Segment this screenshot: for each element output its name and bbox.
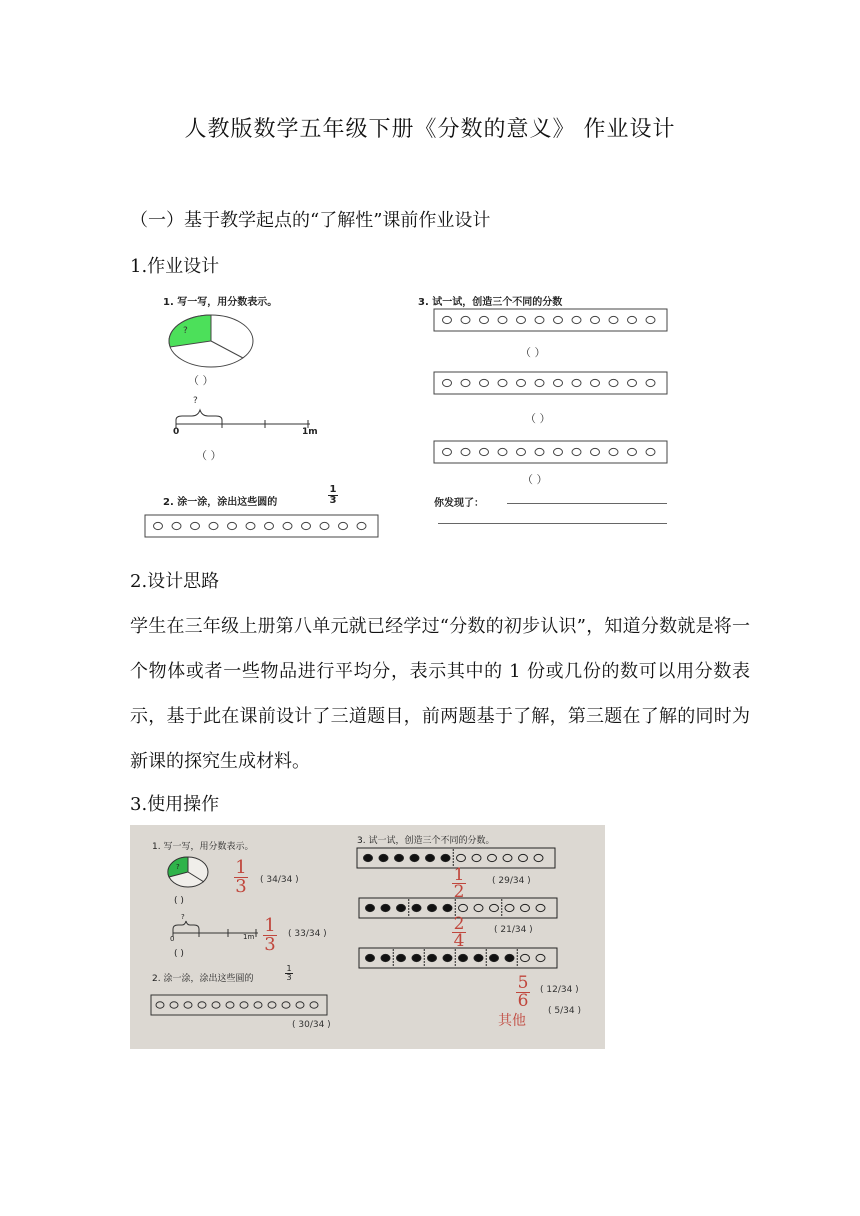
empty-circle: [535, 448, 544, 455]
empty-circle: [480, 448, 489, 455]
fraction-numerator: 1: [264, 915, 276, 936]
photo-paren-a: ( ): [174, 896, 184, 906]
fraction-denominator: 4: [453, 931, 465, 951]
ws-paren-5: （ ）: [522, 473, 548, 486]
empty-circle: [488, 854, 497, 861]
empty-circle: [591, 379, 600, 386]
empty-circle: [209, 522, 218, 529]
photo-count-4: ( 29/34 ): [492, 876, 531, 886]
empty-circle: [591, 316, 600, 323]
empty-circle: [240, 1002, 248, 1008]
photo-circle-row-q2: [150, 994, 328, 1016]
empty-circle: [646, 448, 655, 455]
ws-q2-text: 2. 涂一涂，涂出这些圆的: [163, 497, 278, 508]
filled-circle: [397, 904, 406, 911]
circle-row-2: [433, 371, 668, 395]
empty-circle: [490, 904, 499, 911]
empty-circle: [591, 448, 600, 455]
photo-q1: 1. 写一写，用分数表示。: [152, 842, 254, 852]
empty-circle: [517, 316, 526, 323]
filled-circle: [428, 904, 437, 911]
empty-circle: [472, 854, 481, 861]
row-frame: [434, 309, 667, 331]
empty-circle: [459, 904, 468, 911]
empty-circle: [609, 448, 618, 455]
empty-circle: [283, 522, 292, 529]
line-end-label: 1m: [302, 427, 318, 437]
empty-circle: [443, 316, 452, 323]
filled-circle: [397, 954, 406, 961]
filled-circle: [505, 954, 514, 961]
empty-circle: [535, 379, 544, 386]
empty-circle: [498, 379, 507, 386]
photo-circle-row-3: [358, 947, 558, 969]
photo-pie-question: ?: [176, 863, 180, 871]
empty-circle: [154, 522, 163, 529]
empty-circle: [572, 448, 581, 455]
subheading-usage: 3.使用操作: [130, 794, 220, 815]
filled-circle: [443, 904, 452, 911]
line-question-mark: ?: [193, 396, 198, 406]
ws-found-label: 你发现了：: [434, 498, 484, 509]
row-frame: [151, 995, 327, 1015]
photo-line-question: ?: [181, 913, 185, 921]
ws-q3-text: 3. 试一试，创造三个不同的分数: [418, 297, 563, 308]
filled-circle: [364, 854, 373, 861]
filled-circle: [490, 954, 499, 961]
empty-circle: [535, 316, 544, 323]
fraction-denominator: 3: [264, 934, 276, 955]
photo-q3: 3. 试一试，创造三个不同的分数。: [357, 836, 495, 846]
fraction-numerator: 5: [517, 973, 529, 993]
filled-circle: [426, 854, 435, 861]
photo-pie: [166, 855, 210, 889]
fraction-numerator: 1: [235, 857, 247, 878]
photo-count-2: ( 33/34 ): [288, 929, 327, 939]
empty-circle: [609, 316, 618, 323]
photo-answer-b3: [516, 975, 530, 1010]
empty-circle: [534, 854, 543, 861]
empty-circle: [628, 448, 637, 455]
photo-line-end: 1m: [243, 933, 255, 941]
fraction-numerator: 1: [329, 484, 337, 495]
empty-circle: [184, 1002, 192, 1008]
empty-circle: [498, 316, 507, 323]
empty-circle: [474, 904, 483, 911]
empty-circle: [461, 316, 470, 323]
empty-circle: [572, 316, 581, 323]
empty-circle: [443, 448, 452, 455]
photo-line-zero: 0: [170, 935, 175, 943]
row-frame: [434, 441, 667, 463]
empty-circle: [554, 379, 563, 386]
empty-circle: [646, 379, 655, 386]
empty-circle: [268, 1002, 276, 1008]
empty-circle: [357, 522, 366, 529]
filled-circle: [381, 954, 390, 961]
empty-circle: [156, 1002, 164, 1008]
fraction-numerator: 1: [453, 865, 465, 885]
filled-circle: [474, 954, 483, 961]
answer-line-1: [507, 503, 667, 504]
empty-circle: [457, 854, 466, 861]
page-title: 人教版数学五年级下册《分数的意义》 作业设计: [184, 117, 676, 142]
empty-circle: [521, 954, 530, 961]
empty-circle: [498, 448, 507, 455]
photo-count-1: ( 34/34 ): [260, 875, 299, 885]
photo-answer-b2: [452, 916, 466, 949]
photo-answer-b1: [452, 867, 466, 900]
empty-circle: [480, 379, 489, 386]
empty-circle: [320, 522, 329, 529]
fraction-denominator: 2: [453, 882, 465, 902]
filled-circle: [366, 954, 375, 961]
empty-circle: [443, 379, 452, 386]
empty-circle: [302, 522, 311, 529]
pie-question-mark: ?: [183, 326, 188, 336]
line-zero-label: 0: [173, 427, 180, 437]
empty-circle: [226, 1002, 234, 1008]
fraction-denominator: 3: [329, 495, 337, 506]
ws-paren-4: （ ）: [525, 412, 551, 425]
empty-circle: [228, 522, 237, 529]
filled-circle: [412, 954, 421, 961]
filled-circle: [381, 904, 390, 911]
photo-answer-1: [234, 859, 248, 896]
filled-circle: [395, 854, 404, 861]
empty-circle: [198, 1002, 206, 1008]
circle-row-q2: [144, 514, 379, 538]
empty-circle: [339, 522, 348, 529]
photo-count-7: ( 5/34 ): [548, 1006, 581, 1016]
empty-circle: [646, 316, 655, 323]
photo-count-5: ( 21/34 ): [494, 925, 533, 935]
empty-circle: [310, 1002, 318, 1008]
fraction-numerator: 2: [453, 914, 465, 934]
usage-photo: [130, 825, 605, 1049]
empty-circle: [170, 1002, 178, 1008]
filled-circle: [459, 954, 468, 961]
filled-circle: [428, 954, 437, 961]
empty-circle: [172, 522, 181, 529]
empty-circle: [212, 1002, 220, 1008]
empty-circle: [480, 316, 489, 323]
number-line: [170, 406, 320, 428]
filled-circle: [366, 904, 375, 911]
photo-answer-2: [263, 917, 277, 954]
photo-q2: 2. 涂一涂，涂出这些圆的: [152, 974, 254, 984]
circle-row-3: [433, 440, 668, 464]
row-frame: [145, 515, 378, 537]
fraction-denominator: 6: [517, 991, 529, 1011]
photo-other-label: 其他: [498, 1013, 526, 1029]
empty-circle: [554, 316, 563, 323]
filled-circle: [412, 904, 421, 911]
pie-chart: [168, 314, 258, 370]
ws-paren-1: （ ）: [188, 374, 214, 387]
answer-line-2: [438, 523, 667, 524]
filled-circle: [410, 854, 419, 861]
fraction-denominator: 3: [235, 876, 247, 897]
empty-circle: [282, 1002, 290, 1008]
rationale-paragraph: 学生在三年级上册第八单元就已经学过“分数的初步认识”，知道分数就是将一个物体或者一些物品进行平均分，表示其中的 1 份或几份的数可以用分数表示，基于此在课前设计了三道题目，前两题基于了解，第三题在了解的同时为新课的探究生成材料。: [130, 616, 750, 772]
ws-q2-fraction: [328, 485, 338, 506]
subheading-design: 1.作业设计: [130, 256, 220, 277]
empty-circle: [609, 379, 618, 386]
section-heading: （一）基于教学起点的“了解性”课前作业设计: [130, 210, 491, 231]
ws-q1-text: 1. 写一写，用分数表示。: [163, 297, 278, 308]
photo-paren-b: ( ): [174, 949, 184, 959]
ws-paren-3: （ ）: [520, 346, 546, 359]
empty-circle: [628, 379, 637, 386]
empty-circle: [519, 854, 528, 861]
empty-circle: [461, 379, 470, 386]
photo-q2-fraction: [285, 965, 293, 982]
empty-circle: [521, 904, 530, 911]
fraction-numerator: 1: [286, 964, 292, 973]
empty-circle: [572, 379, 581, 386]
empty-circle: [554, 448, 563, 455]
empty-circle: [503, 854, 512, 861]
empty-circle: [517, 379, 526, 386]
empty-circle: [536, 904, 545, 911]
empty-circle: [265, 522, 274, 529]
photo-count-3: ( 30/34 ): [292, 1020, 331, 1030]
row-frame: [434, 372, 667, 394]
filled-circle: [443, 954, 452, 961]
fraction-denominator: 3: [286, 973, 292, 982]
empty-circle: [461, 448, 470, 455]
photo-count-6: ( 12/34 ): [540, 985, 579, 995]
filled-circle: [441, 854, 450, 861]
ws-paren-2: （ ）: [196, 449, 222, 462]
circle-row-1: [433, 308, 668, 332]
empty-circle: [254, 1002, 262, 1008]
empty-circle: [191, 522, 200, 529]
empty-circle: [246, 522, 255, 529]
empty-circle: [517, 448, 526, 455]
empty-circle: [628, 316, 637, 323]
empty-circle: [505, 904, 514, 911]
empty-circle: [296, 1002, 304, 1008]
filled-circle: [379, 854, 388, 861]
empty-circle: [536, 954, 545, 961]
subheading-rationale: 2.设计思路: [130, 571, 220, 592]
